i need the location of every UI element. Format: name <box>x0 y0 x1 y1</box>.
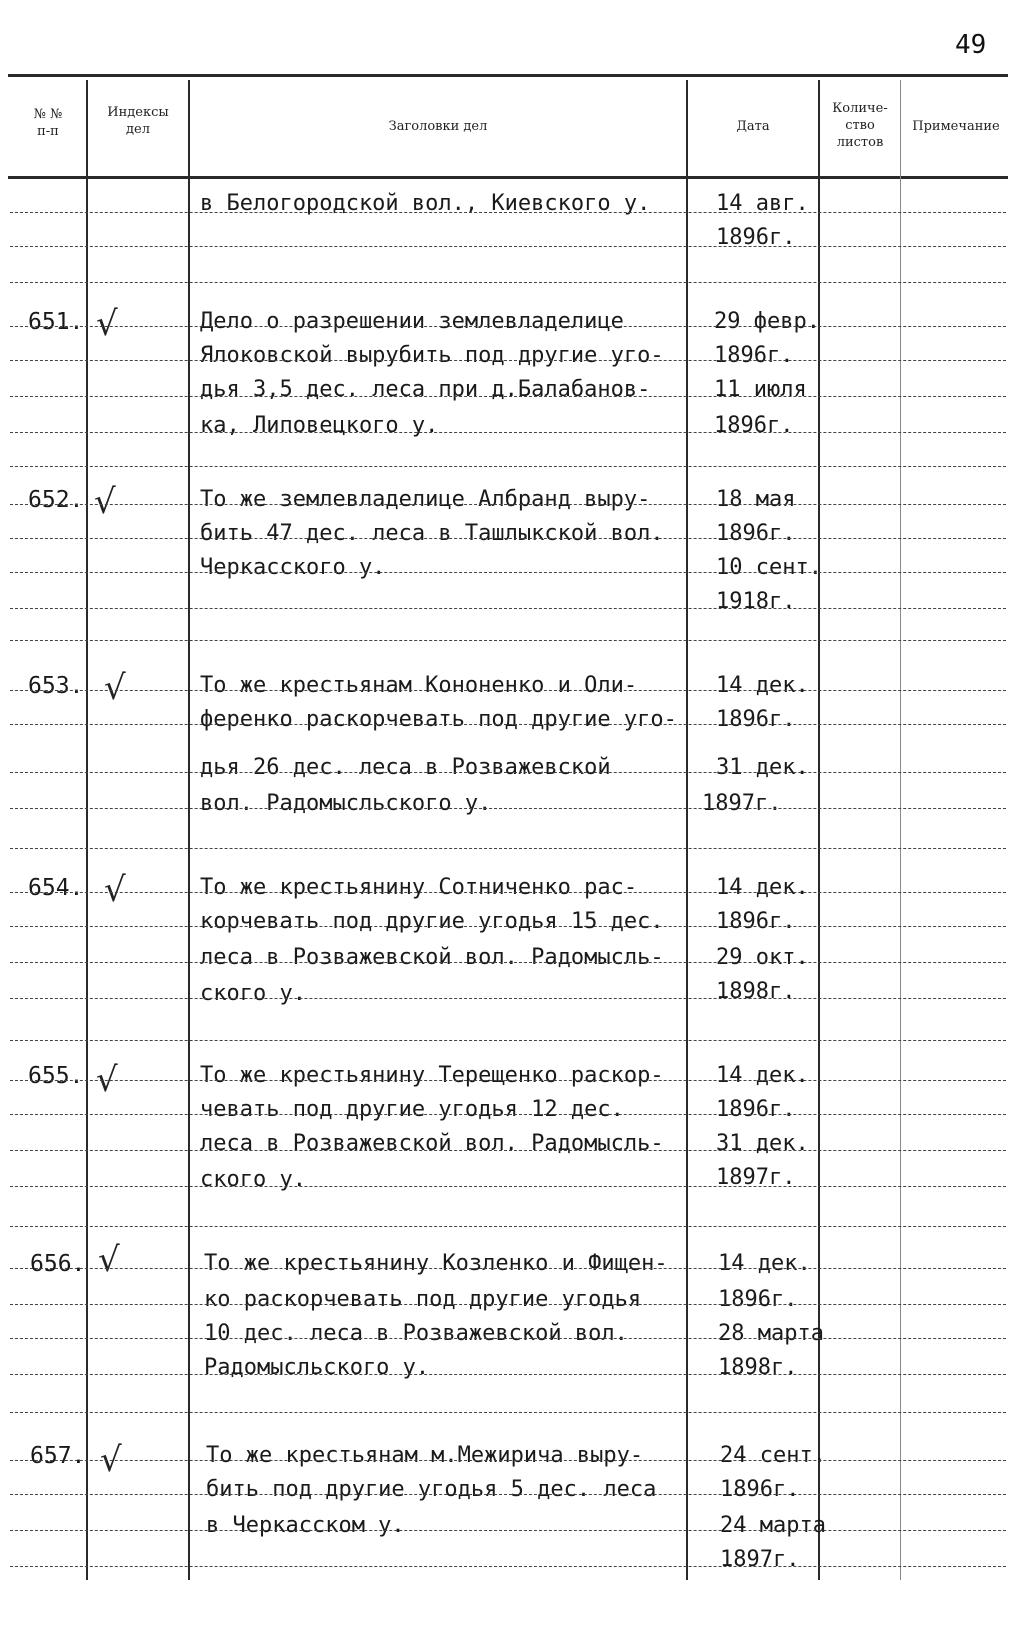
row-4-date-3: 1898г. <box>716 979 796 1004</box>
page-number: 49 <box>955 30 987 60</box>
row-3-line-0: То же крестьянам Кононенко и Оли- <box>200 673 638 698</box>
row-3-date-3: 1897г. <box>702 791 782 816</box>
row-6-date-3: 1898г. <box>718 1355 798 1380</box>
row-4-line-1: корчевать под другие угодья 15 дес. <box>200 909 664 934</box>
row-5-line-3: ского у. <box>200 1167 306 1192</box>
row-2-line-1: бить 47 дес. леса в Ташлыкской вол. <box>200 521 664 546</box>
row-5-line-2: леса в Розважевской вол. Радомысль- <box>200 1131 664 1156</box>
ruled-line <box>10 1040 1006 1042</box>
ruled-line <box>10 1530 1006 1532</box>
ruled-line <box>10 1114 1006 1116</box>
header-bottom-rule <box>8 176 1008 179</box>
row-4-date-0: 14 дек. <box>716 875 809 900</box>
row-4-num: 654. <box>28 875 84 901</box>
row-7-date-0: 24 сент. <box>720 1443 826 1468</box>
row-6-line-2: 10 дес. леса в Розважевской вол. <box>204 1321 628 1346</box>
ruled-line <box>10 360 1006 362</box>
ruled-line <box>10 808 1006 810</box>
row-1-date-1: 1896г. <box>714 343 794 368</box>
row-6-line-0: То же крестьянину Козленко и Фищен- <box>204 1251 668 1276</box>
row-6-num: 656. <box>30 1251 86 1277</box>
row-2-line-0: То же землевладелице Албранд выру- <box>200 487 651 512</box>
ruled-line <box>10 1080 1006 1082</box>
ruled-line <box>10 1566 1006 1568</box>
row-6-line-1: ко раскорчевать под другие угодья <box>204 1287 642 1312</box>
row-7-date-2: 24 марта <box>720 1513 826 1538</box>
col-divider-2 <box>188 80 190 1580</box>
ruled-line <box>10 326 1006 328</box>
ruled-line <box>10 396 1006 398</box>
row-2-date-1: 1896г. <box>716 521 796 546</box>
ruled-line <box>10 1494 1006 1496</box>
ruled-line <box>10 1412 1006 1414</box>
row-5-date-3: 1897г. <box>716 1165 796 1190</box>
header-title: Заголовки дел <box>388 119 488 134</box>
header-top-rule <box>8 74 1008 77</box>
row-6-line-3: Радомысльского у. <box>204 1355 430 1380</box>
row-7-date-3: 1897г. <box>720 1547 800 1572</box>
header-date: Дата <box>736 119 770 134</box>
row-1-line-3: ка, Липовецкого у. <box>200 413 439 438</box>
ruled-line <box>10 724 1006 726</box>
row-3-date-2: 31 дек. <box>716 755 809 780</box>
row-4-line-0: То же крестьянину Сотниченко рас- <box>200 875 638 900</box>
row-5-date-2: 31 дек. <box>716 1131 809 1156</box>
ruled-line <box>10 212 1006 214</box>
ruled-line <box>10 1304 1006 1306</box>
row-3-line-2: дья 26 дес. леса в Розважевской <box>200 755 611 780</box>
row-3-num: 653. <box>28 673 84 699</box>
row-6-date-2: 28 марта <box>718 1321 824 1346</box>
row-0-date-1: 1896г. <box>716 225 796 250</box>
row-2-date-2: 10 сент. <box>716 555 822 580</box>
row-3-date-1: 1896г. <box>716 707 796 732</box>
ruled-line <box>10 538 1006 540</box>
ruled-line <box>10 892 1006 894</box>
header-sheets: Количе- ство листов <box>832 101 888 150</box>
header-note: Примечание <box>912 119 1000 134</box>
ruled-line <box>10 1186 1006 1188</box>
row-4-line-3: ского у. <box>200 981 306 1006</box>
row-2-date-0: 18 мая <box>716 487 796 512</box>
ruled-line <box>10 772 1006 774</box>
row-5-line-1: чевать под другие угодья 12 дес. <box>200 1097 624 1122</box>
col-divider-1 <box>86 80 88 1580</box>
row-4-line-2: леса в Розважевской вол. Радомысль- <box>200 945 664 970</box>
ruled-line <box>10 926 1006 928</box>
ruled-line <box>10 962 1006 964</box>
row-3-line-3: вол. Радомысльского у. <box>200 791 492 816</box>
col-divider-5 <box>900 80 901 1580</box>
row-6-check: √ <box>98 1240 120 1280</box>
ruled-line <box>10 282 1006 284</box>
row-2-num: 652. <box>28 487 84 513</box>
row-1-date-3: 1896г. <box>714 413 794 438</box>
row-3-date-0: 14 дек. <box>716 673 809 698</box>
row-7-line-2: в Черкасском у. <box>206 1513 405 1538</box>
row-1-num: 651. <box>28 309 84 335</box>
ruled-line <box>10 998 1006 1000</box>
row-4-date-2: 29 окт. <box>716 945 809 970</box>
header-index: Индексы дел <box>107 105 169 137</box>
row-3-line-1: ференко раскорчевать под другие уго- <box>200 707 677 732</box>
ruled-line <box>10 1150 1006 1152</box>
row-7-num: 657. <box>30 1443 86 1469</box>
row-1-line-2: дья 3,5 дес. леса при д.Балабанов- <box>200 377 651 402</box>
row-1-date-0: 29 февр. <box>714 309 820 334</box>
row-1-check: √ <box>96 304 118 344</box>
ruled-line <box>10 432 1006 434</box>
row-7-date-1: 1896г. <box>720 1477 800 1502</box>
col-divider-3 <box>686 80 688 1580</box>
ruled-line <box>10 1374 1006 1376</box>
row-0-date-0: 14 авг. <box>716 191 809 216</box>
ruled-line <box>10 466 1006 468</box>
row-2-check: √ <box>94 482 116 522</box>
row-4-date-1: 1896г. <box>716 909 796 934</box>
row-5-num: 655. <box>28 1063 84 1089</box>
row-6-date-1: 1896г. <box>718 1287 798 1312</box>
col-divider-4 <box>818 80 820 1580</box>
ruled-line <box>10 1226 1006 1228</box>
ruled-line <box>10 1268 1006 1270</box>
row-1-line-1: Ялоковской вырубить под другие уго- <box>200 343 664 368</box>
row-5-line-0: То же крестьянину Терещенко раскор- <box>200 1063 664 1088</box>
row-1-date-2: 11 июля <box>714 377 807 402</box>
ruled-line <box>10 848 1006 850</box>
ruled-line <box>10 1338 1006 1340</box>
row-5-check: √ <box>96 1060 118 1100</box>
header-num: № № п-п <box>33 107 63 139</box>
ruled-line <box>10 690 1006 692</box>
row-1-line-0: Дело о разрешении землевладелице <box>200 309 624 334</box>
ruled-line <box>10 1460 1006 1462</box>
row-5-date-1: 1896г. <box>716 1097 796 1122</box>
ruled-line <box>10 246 1006 248</box>
ruled-line <box>10 572 1006 574</box>
row-7-line-1: бить под другие угодья 5 дес. леса <box>206 1477 657 1502</box>
row-5-date-0: 14 дек. <box>716 1063 809 1088</box>
ruled-line <box>10 640 1006 642</box>
row-0-line-0: в Белогородской вол., Киевского у. <box>200 191 651 216</box>
row-7-check: √ <box>100 1440 122 1480</box>
ruled-line <box>10 504 1006 506</box>
ruled-line <box>10 608 1006 610</box>
row-4-check: √ <box>104 870 126 910</box>
row-6-date-0: 14 дек. <box>718 1251 811 1276</box>
row-7-line-0: То же крестьянам м.Межирича выру- <box>206 1443 644 1468</box>
row-2-date-3: 1918г. <box>716 589 796 614</box>
row-3-check: √ <box>104 668 126 708</box>
row-2-line-2: Черкасского у. <box>200 555 386 580</box>
